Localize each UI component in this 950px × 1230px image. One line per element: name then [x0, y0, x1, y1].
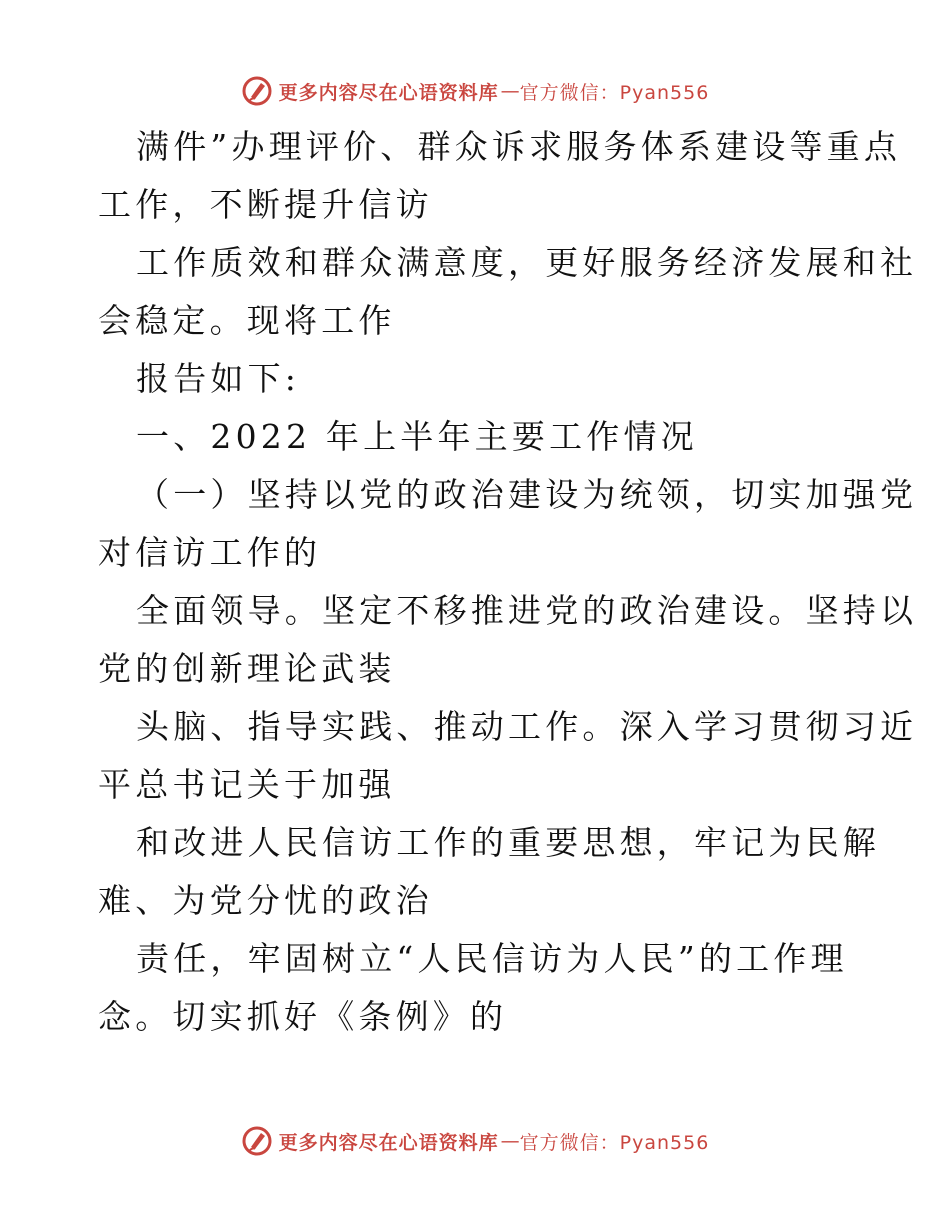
text-line: 平总书记关于加强	[98, 765, 396, 804]
brush-seal-icon	[241, 1125, 273, 1157]
text-line: 难、为党分忧的政治	[98, 881, 433, 920]
watermark-footer	[0, 1124, 950, 1158]
brush-seal-icon	[241, 75, 273, 107]
watermark-brand: 更多内容尽在心语资料库	[278, 81, 499, 104]
text-line: 头脑、指导实践、推动工作。深入学习贯彻习近	[136, 707, 918, 746]
document-body	[98, 118, 918, 1046]
text-line: 会稳定。现将工作	[98, 301, 396, 340]
watermark-separator: —	[500, 80, 518, 102]
text-line: 满件”办理评价、群众诉求服务体系建设等重点	[136, 127, 902, 166]
text-line: 工作质效和群众满意度，更好服务经济发展和社	[136, 243, 918, 282]
subsection-heading: （一）坚持以党的政治建设为统领，切实加强党	[136, 475, 918, 514]
text-line: 工作，不断提升信访	[98, 185, 433, 224]
watermark-separator: —	[500, 1130, 518, 1152]
text-line: 对信访工作的	[98, 533, 322, 572]
text-line: 念。切实抓好《条例》的	[98, 997, 508, 1036]
text-line: 报告如下:	[136, 359, 301, 398]
text-line: 和改进人民信访工作的重要思想，牢记为民解	[136, 823, 880, 862]
watermark-header	[0, 74, 950, 108]
watermark-contact: 官方微信：Pyan556	[519, 1131, 710, 1154]
watermark-contact: 官方微信：Pyan556	[519, 81, 710, 104]
text-line: 全面领导。坚定不移推进党的政治建设。坚持以	[136, 591, 918, 630]
text-line: 党的创新理论武装	[98, 649, 396, 688]
text-line: 责任，牢固树立“人民信访为人民”的工作理	[136, 939, 848, 978]
watermark-brand: 更多内容尽在心语资料库	[278, 1131, 499, 1154]
section-heading: 一、2022 年上半年主要工作情况	[136, 417, 698, 456]
